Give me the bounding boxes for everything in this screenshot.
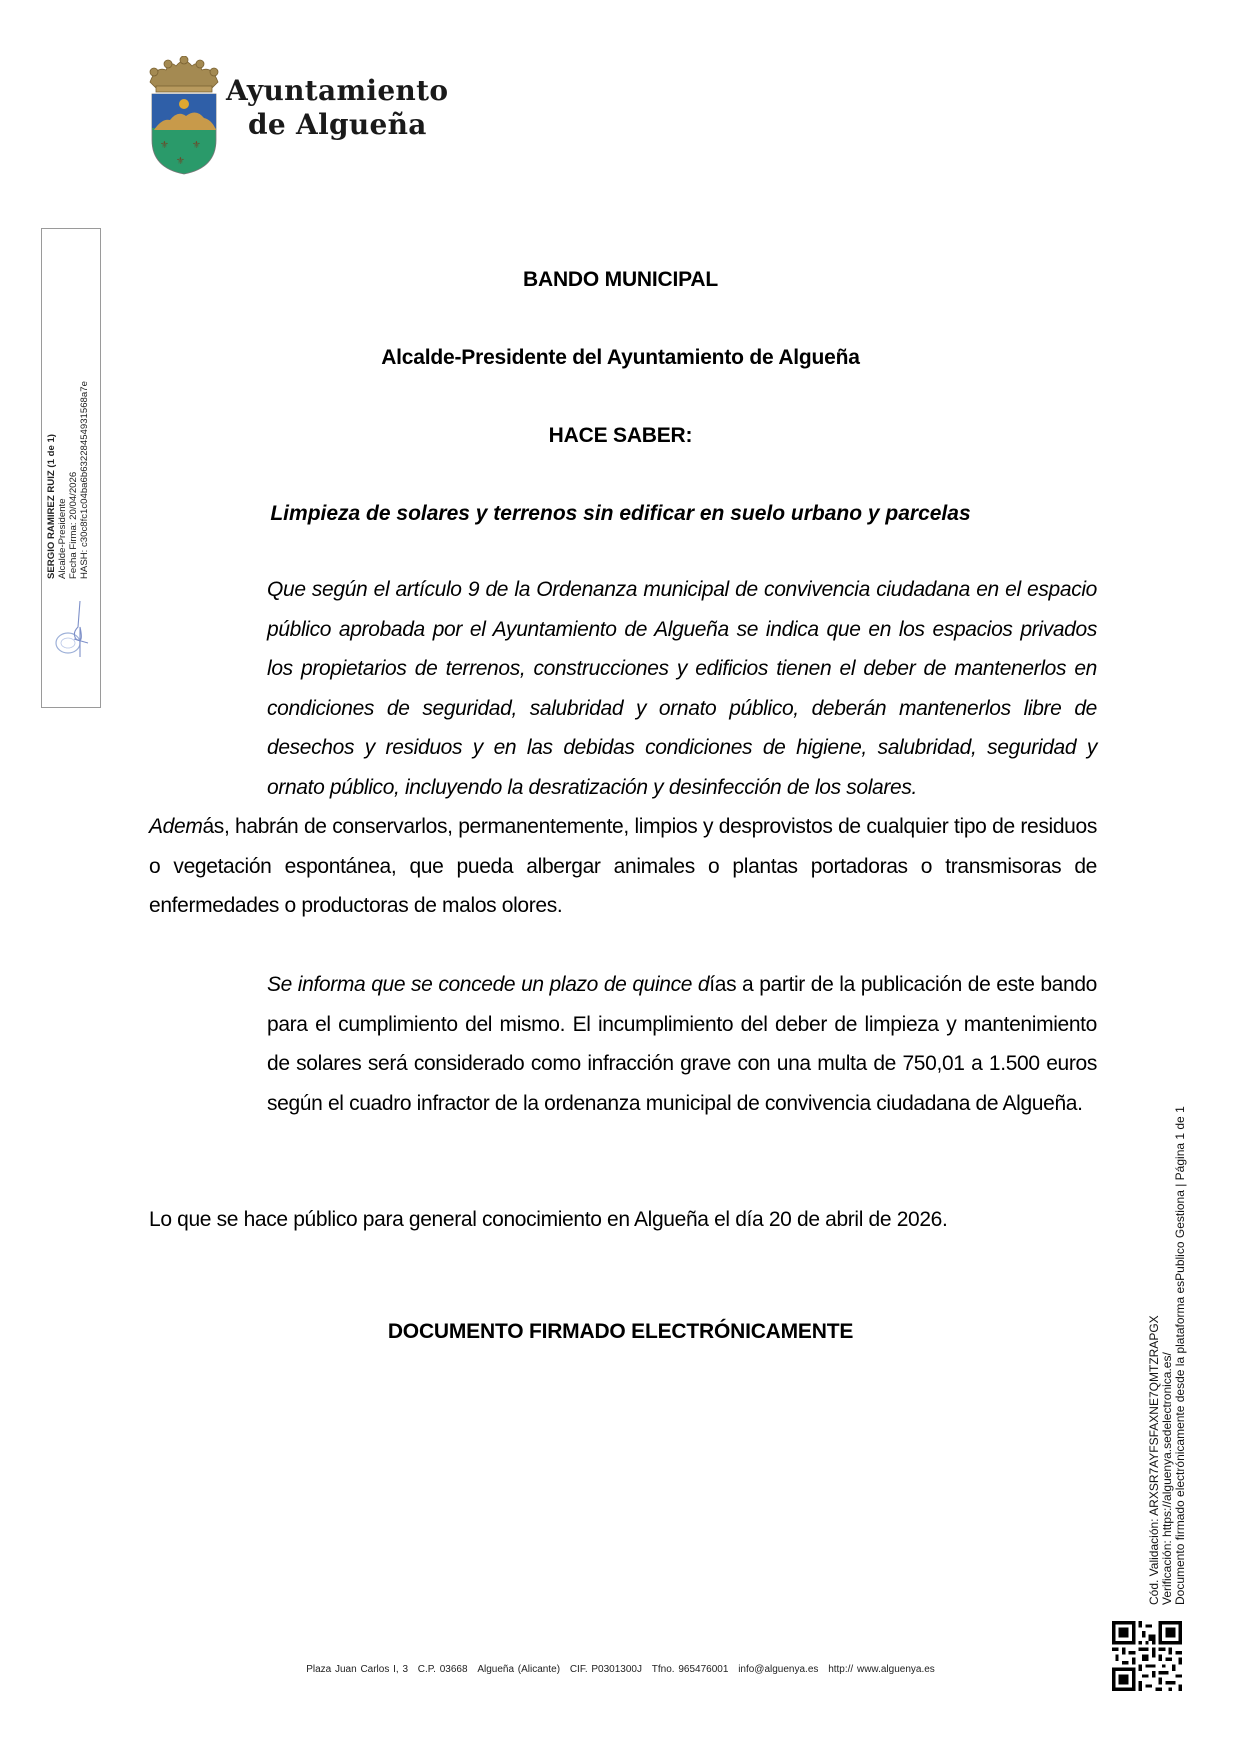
signature-hash: HASH: c30c8fc1c04ba6b63228454931568a7e	[79, 381, 90, 579]
paragraph-additional	[149, 807, 1097, 926]
document-title: BANDO MUNICIPAL	[523, 268, 718, 291]
footer-postal: C.P. 03668	[417, 1664, 468, 1675]
coat-of-arms-logo	[146, 56, 222, 176]
verification-info	[1148, 1106, 1187, 1605]
signer-name: SERGIO RAMIREZ RUIZ (1 de 1)	[46, 434, 57, 579]
org-name	[226, 74, 448, 142]
footer-contact	[0, 1664, 1241, 1675]
qr-code-icon	[1112, 1621, 1182, 1691]
paragraph-additional-text: ás, habrán de conservarlos, permanentemente, limpios y desprovistos de cualquier tipo de residuos o vegetación espontánea, que pueda albergar animales o plantas portadoras o transmisoras de enfermedades o productoras de malos olores.	[149, 815, 1097, 917]
paragraph-deadline-italic: Se informa que se concede un plazo de quince d	[267, 973, 710, 996]
body-deadline	[149, 965, 1097, 1123]
paragraph-additional-italic: Adem	[149, 815, 203, 838]
footer-city: Algueña (Alicante)	[477, 1664, 561, 1675]
crown-icon	[150, 56, 218, 92]
footer-website[interactable]: http:// www.alguenya.es	[828, 1664, 935, 1675]
announce-heading: HACE SABER:	[548, 424, 693, 447]
handwritten-signature-icon	[50, 597, 94, 667]
signature-details	[46, 381, 90, 579]
signer-role: Alcalde-Presidente	[57, 498, 68, 579]
org-name-line2: de Algueña	[248, 108, 427, 141]
signature-date: Fecha Firma: 20/04/2026	[68, 471, 79, 579]
footer-email[interactable]: info@alguenya.es	[738, 1664, 819, 1675]
footer-phone: Tfno. 965476001	[651, 1664, 729, 1675]
verification-url[interactable]: Verificación: https://alguenya.sedelectronica.es/	[1160, 1352, 1174, 1605]
paragraph-deadline-text: ías a partir de la publicación de este bando para el cumplimiento del mismo. El incumplimiento del deber de limpieza y mantenimiento de solares será considerado como infracción grave con una multa de 750,01 a 1.500 euros según el cuadro infractor de la ordenanza municipal de convivencia ciudadana de Algueña.	[267, 973, 1098, 1115]
body-paragraphs	[149, 570, 1097, 926]
document-subject: Limpieza de solares y terrenos sin edificar en suelo urbano y parcelas	[270, 502, 971, 525]
footer-address: Plaza Juan Carlos I, 3	[306, 1664, 409, 1675]
paragraph-ordinance: Que según el artículo 9 de la Ordenanza municipal de convivencia ciudadana en el espacio público aprobada por el Ayuntamiento de Algueña se indica que en los espacios privados los propietarios de terrenos, construcciones y edificios tienen el deber de mantenerlos en condiciones de seguridad, salubridad y ornato público, deberán mantenerlos libre de desechos y residuos y en las debidas condiciones de higiene, salubridad, seguridad y ornato público, incluyendo la desratización y desinfección de los solares.	[267, 578, 1097, 799]
validation-code: Cód. Validación: ARXSR7AYFSFAXNE7QMTZRAPGX	[1147, 1315, 1161, 1605]
closing-statement: Lo que se hace público para general conocimiento en Algueña el día 20 de abril de 2026.	[149, 1208, 948, 1231]
signed-notice: DOCUMENTO FIRMADO ELECTRÓNICAMENTE	[387, 1320, 854, 1343]
svg-text:⚜: ⚜	[176, 156, 185, 167]
platform-notice: Documento firmado electrónicamente desde la plataforma esPublico Gestiona | Página 1 de 1	[1173, 1106, 1187, 1605]
document-issuer: Alcalde-Presidente del Ayuntamiento de Algueña	[381, 346, 860, 369]
org-name-line1: Ayuntamiento	[226, 74, 449, 107]
svg-text:⚜: ⚜	[192, 140, 201, 151]
paragraph-deadline	[149, 965, 1097, 1123]
footer-cif: CIF. P0301300J	[569, 1664, 642, 1675]
signature-stamp	[41, 228, 101, 708]
svg-text:⚜: ⚜	[160, 140, 169, 151]
